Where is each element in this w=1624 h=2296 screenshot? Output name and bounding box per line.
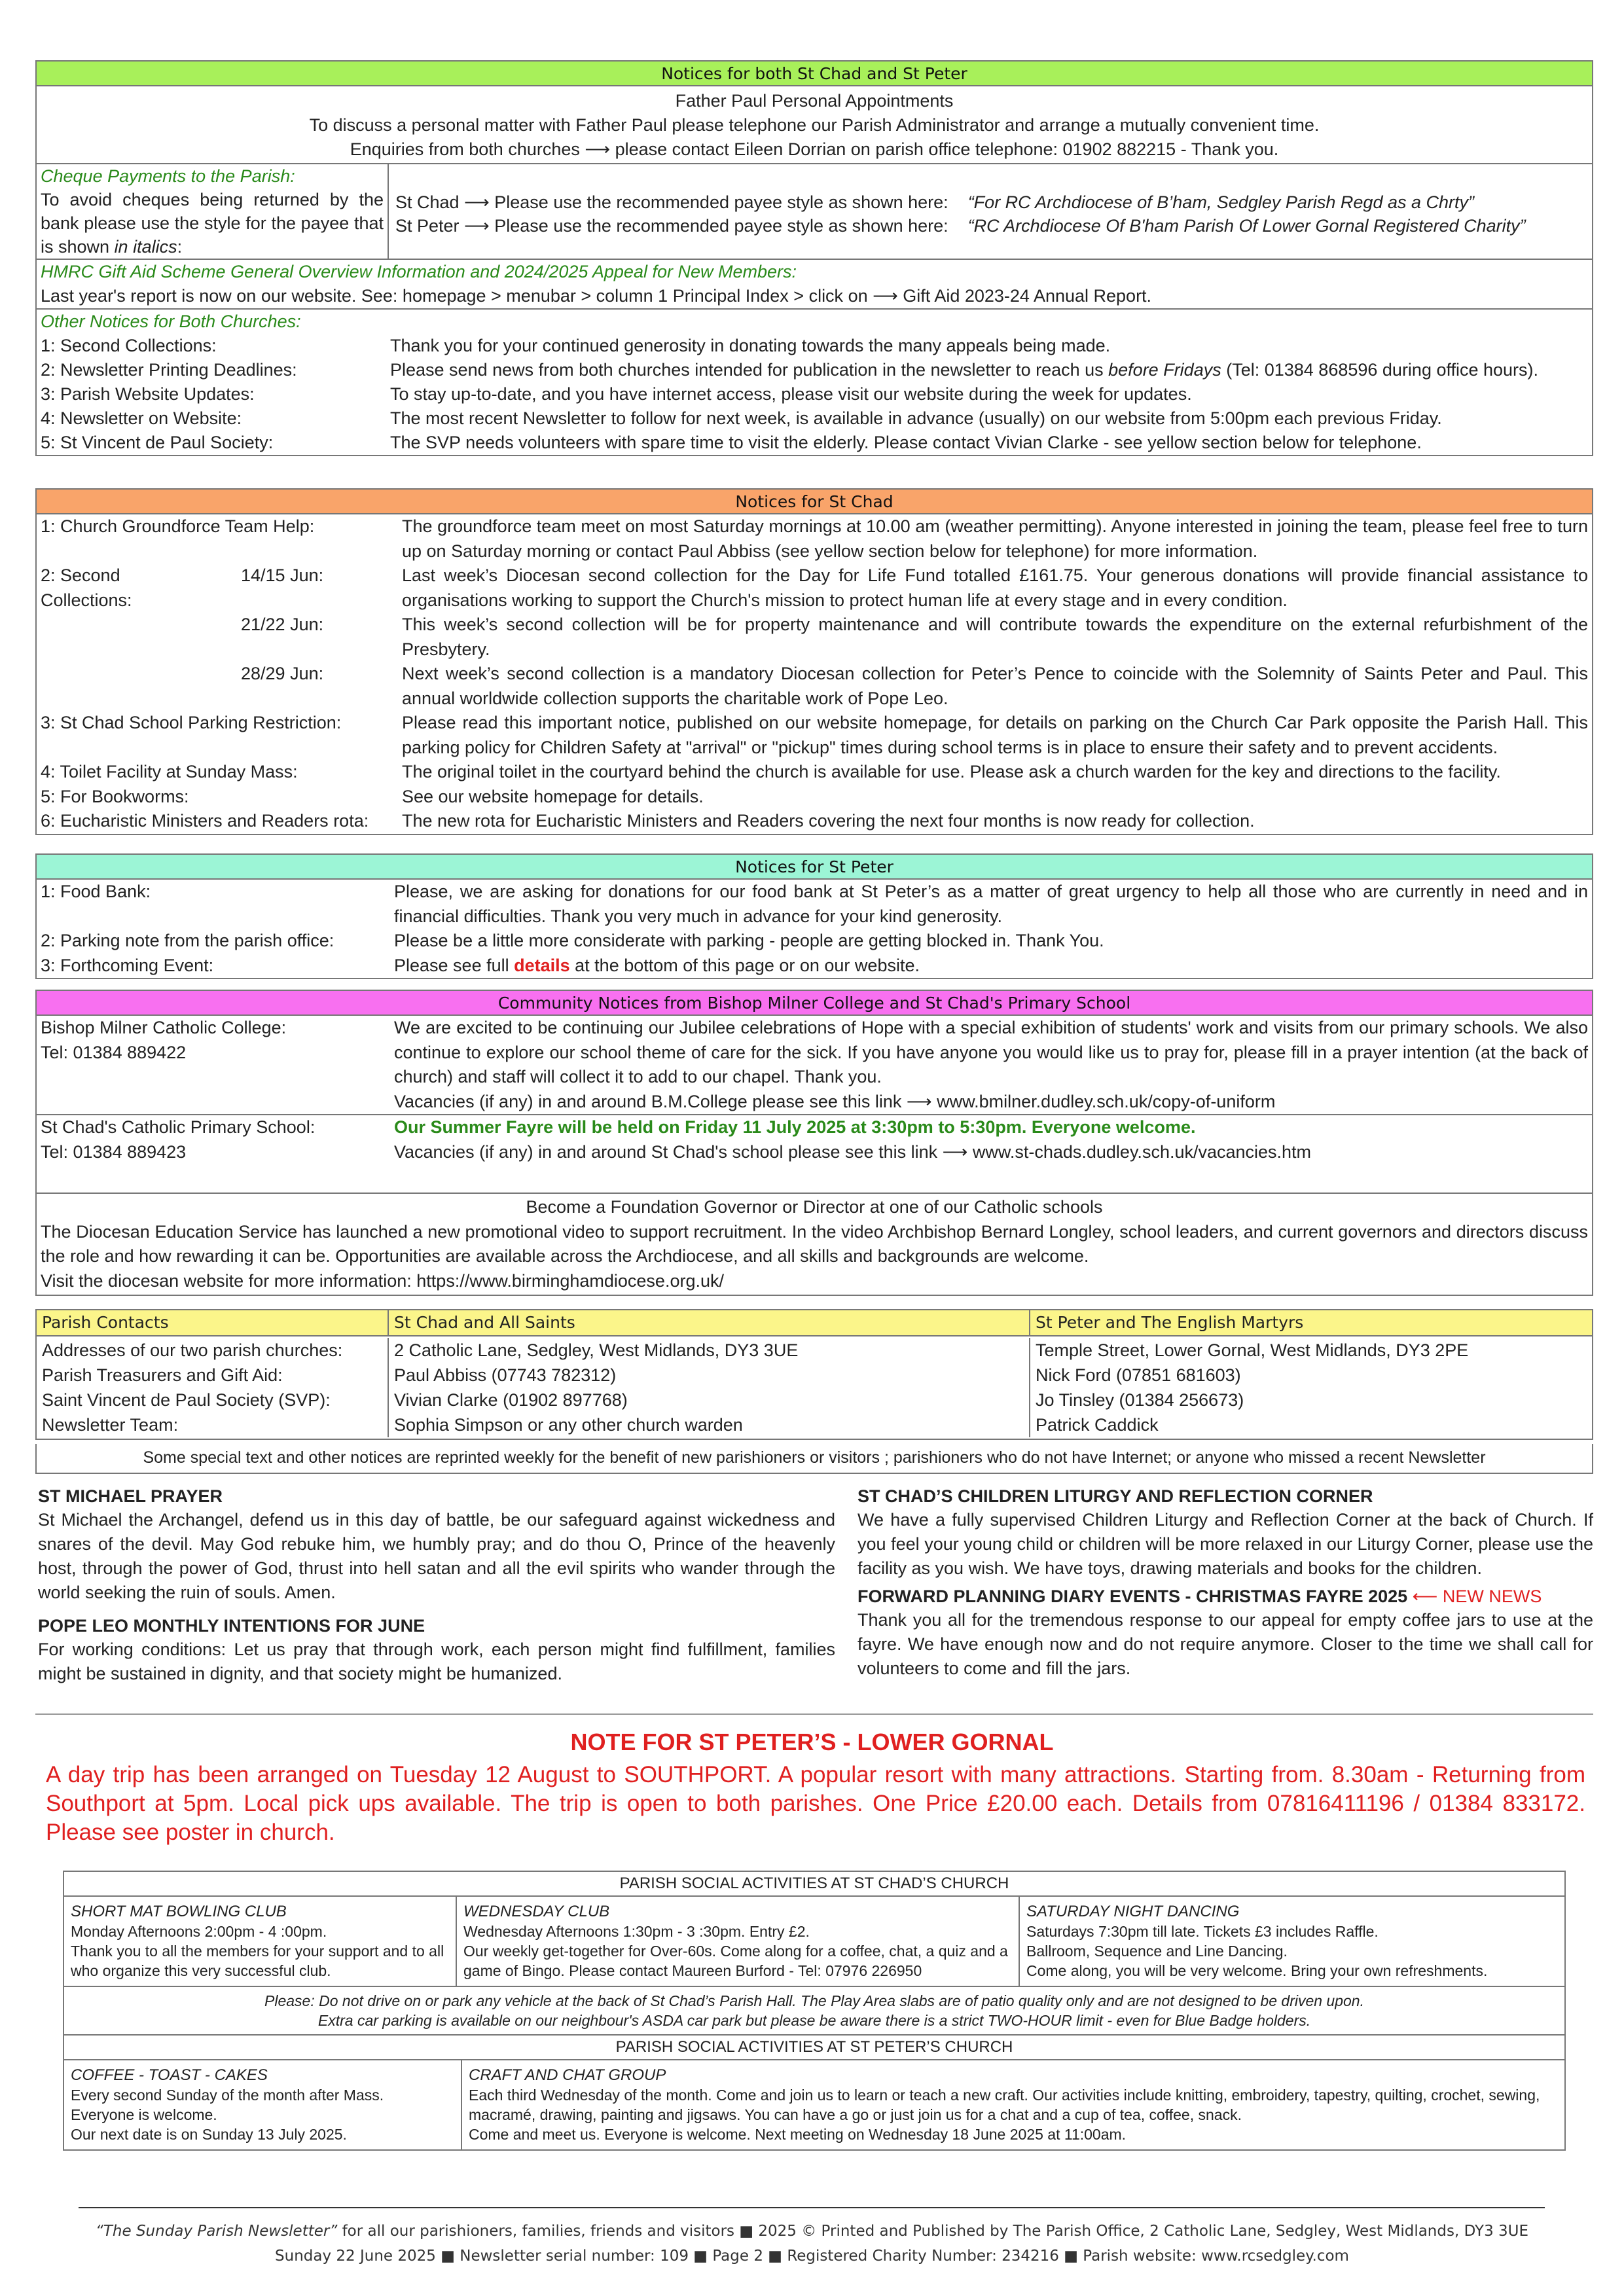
note-title: NOTE FOR ST PETER’S - LOWER GORNAL	[570, 1729, 1054, 1755]
peter-row-parking: 2: Parking note from the parish office: Please be a little more considerate with parking - people are getting blocked in. Thank You.	[41, 931, 1104, 950]
section-header-peter: Notices for St Peter	[37, 853, 1592, 880]
other-notice-row: 2: Newsletter Printing Deadlines: Please send news from both churches intended for publication in the newsletter to reach us before Fridays (Tel: 01384 868596 during office hours).	[41, 360, 1539, 380]
note-text: A day trip has been arranged on Tuesday 12 August to SOUTHPORT. A popular resort with many attractions. Starting from. 8.30am - Returning from Southport at 5pm. Local pick ups available. The trip is open to both parishes. One Price £20.00 each. Details from 07816411196 / 01384 833172. Please see poster in church.	[46, 1762, 1585, 1845]
community-section	[35, 990, 1593, 1296]
chad-row-rota: 6: Eucharistic Ministers and Readers rota: The new rota for Eucharistic Ministers and Readers covering the next four months is now ready for collection.	[41, 811, 1255, 831]
chad-row-toilet: 4: Toilet Facility at Sunday Mass: The original toilet in the courtyard behind the church is available for use. Please ask a church warden for the key and directions to the facility.	[41, 762, 1501, 781]
contacts-peter: Temple Street, Lower Gornal, West Midlands, DY3 2PE Nick Ford (07851 681603) Jo Tinsley (01384 256673) Patrick Caddick	[1036, 1340, 1469, 1435]
summer-fayre: Our Summer Fayre will be held on Friday 11 July 2025 at 3:30pm to 5:30pm. Everyone welcome.	[394, 1117, 1196, 1137]
liturgy-title: ST CHAD’S CHILDREN LITURGY AND REFLECTION CORNER	[857, 1486, 1373, 1506]
social-coffee: COFFEE - TOAST - CAKES Every second Sunday of the month after Mass. Everyone is welcome. Our next date is on Sunday 13 July 2025.	[64, 2060, 462, 2149]
other-notices-list	[41, 334, 1588, 455]
chad-row-parking: 3: St Chad School Parking Restriction: Please read this important notice, published on our website homepage, for details on parking on the Church Car Park opposite the Parish Hall. This parking policy for Children Safety at "arrival" or "pickup" times during school terms is in place to ensure their safety and to prevent accidents.	[41, 713, 1588, 757]
reprint-note: Some special text and other notices are reprinted weekly for the benefit of new parishioners or visitors ; parishioners who do not have Internet; or anyone who missed a recent Newsletter	[35, 1444, 1593, 1474]
contacts-header-peter: St Peter and The English Martyrs	[1036, 1313, 1304, 1332]
details-link[interactable]: details	[514, 955, 570, 975]
pope-text: For working conditions: Let us pray that through work, each person might find fulfillment, families might be sustained in dignity, and that society might be humanized.	[38, 1640, 835, 1683]
other-notice-row: 5: St Vincent de Paul Society: The SVP needs volunteers with spare time to visit the elderly. Please contact Vivian Clarke - see yellow section below for telephone.	[41, 433, 1422, 452]
prayer-text: St Michael the Archangel, defend us in this day of battle, be our safeguard against wickedness and snares of the devil. May God rebuke him, we humbly pray; and do thou O, Prince of the heavenly host, through the power of God, thrust into hell satan and all the evil spirits who wander through the world seeking the ruin of souls. Amen.	[38, 1510, 835, 1602]
fayre-title: FORWARD PLANNING DIARY EVENTS - CHRISTMAS FAYRE 2025 ⟵ NEW NEWS	[857, 1587, 1542, 1606]
notices-peter-section	[35, 853, 1593, 979]
peter-row-foodbank: 1: Food Bank: Please, we are asking for donations for our food bank at St Peter’s as a matter of great urgency to help all those who are currently in need and in financial difficulties. Thank you very much in advance for your kind generosity.	[41, 882, 1588, 926]
social-bowling: SHORT MAT BOWLING CLUB Monday Afternoons 2:00pm - 4 :00pm. Thank you to all the members for your support and to all who organize this very successful club.	[64, 1897, 457, 1986]
section-header-chad: Notices for St Chad	[37, 488, 1592, 514]
articles-left	[38, 1480, 835, 1686]
other-notice-row: 4: Newsletter on Website: The most recent Newsletter to follow for next week, is available in advance (usually) on our website from 5:00pm each previous Friday.	[41, 408, 1442, 428]
divider	[35, 1713, 1593, 1715]
chad-row-collections: 2: Second Collections: 14/15 Jun: Last week’s Diocesan second collection for the Day for Life Fund totalled £161.75. Your generous donations will provide financial assistance to organisations working to support the Church's mission to protect human life at every stage and in every condition. 21/22 Jun: This week’s second collection will be for property maintenance and will contribute towards the expenditure on the external refurbishment of the Presbytery. 28/29 Jun: Next week’s second collection is a mandatory Diocesan collection for Peter’s Pence to coincide with the Solemnity of Saints Peter and Paul. This annual worldwide collection supports the charitable work of Pope Leo.	[41, 565, 1588, 708]
fp-title: Father Paul Personal Appointments	[675, 91, 954, 111]
governor-title: Become a Foundation Governor or Director at one of our Catholic schools	[526, 1197, 1103, 1217]
fayre-text: Thank you all for the tremendous response to our appeal for empty coffee jars to use at the fayre. We have enough now and do not require anymore. Closer to the time we shall call for volunteers to come and fill the jars.	[857, 1610, 1593, 1678]
other-notices-box	[37, 308, 1592, 455]
peter-row-event: 3: Forthcoming Event: Please see full details at the bottom of this page or on our website.	[41, 955, 920, 975]
sc-vacancies-link[interactable]: Vacancies (if any) in and around St Chad's school please see this link ⟶ www.st-chads.dudley.sch.uk/vacancies.htm	[394, 1141, 1312, 1162]
footer-rule	[79, 2207, 1545, 2208]
footer-line1: “The Sunday Parish Newsletter” for all our parishioners, families, friends and visitors ■ 2025 © Printed and Published by The Parish Office, 2 Catholic Lane, Sedgley, West Midlands, DY3 3UE	[95, 2223, 1529, 2240]
hmrc-title: HMRC Gift Aid Scheme General Overview Information and 2024/2025 Appeal for New Members:	[41, 262, 797, 281]
chad-row-groundforce: 1: Church Groundforce Team Help: The groundforce team meet on most Saturday mornings at 10.00 am (weather permitting). Anyone interested in joining the team, please feel free to turn up on Saturday morning or contact Paul Abbiss (see yellow section below for telephone) for more information.	[41, 516, 1588, 561]
notices-both-section	[35, 60, 1593, 456]
notices-chad-section	[35, 488, 1593, 835]
social-dancing: SATURDAY NIGHT DANCING Saturdays 7:30pm till late. Tickets £3 includes Raffle. Ballroom, Sequence and Line Dancing. Come along, you will be very welcome. Bring your own refreshments.	[1026, 1903, 1488, 1979]
bishop-milner-box: Bishop Milner Catholic College: Tel: 01384 889422 We are excited to be continuing our Jubilee celebrations of Hope with a special exhibition of students' work and visits from our primary schools. We also continue to explore our school theme of care for the sick. If you have anyone you would like us to pray for, please fill in a prayer intention (at the back of church) and staff will collect it to add to our chapel. Thank you. Vacancies (if any) in and around B.M.College please see this link ⟶ www.bmilner.dudley.sch.uk/copy-of-uniform	[37, 1016, 1592, 1114]
cheque-title: Cheque Payments to the Parish:	[41, 166, 295, 186]
cheque-text: To avoid cheques being returned by the bank please use the style for the payee that is shown in italics:	[41, 190, 384, 257]
social-chad-header: PARISH SOCIAL ACTIVITIES AT ST CHAD’S CHURCH	[64, 1872, 1564, 1897]
contacts-labels: Addresses of our two parish churches: Parish Treasurers and Gift Aid: Saint Vincent de Paul Society (SVP): Newsletter Team:	[37, 1338, 389, 1437]
peter-payee-row: St Peter ⟶ Please use the recommended payee style as shown here: “RC Archdiocese Of B'ham Parish Of Lower Gornal Registered Charity”	[395, 216, 1526, 236]
governor-box	[37, 1193, 1592, 1295]
other-notice-row: 1: Second Collections: Thank you for your continued generosity in donating towards the many appeals being made.	[41, 336, 1111, 355]
prayer-title: ST MICHAEL PRAYER	[38, 1486, 223, 1506]
parish-contacts-table	[35, 1309, 1593, 1440]
contacts-chad: 2 Catholic Lane, Sedgley, West Midlands, DY3 3UE Paul Abbiss (07743 782312) Vivian Clarke (01902 897768) Sophia Simpson or any other church warden	[389, 1338, 1030, 1437]
fp-line2: Enquiries from both churches ⟶ please contact Eileen Dorrian on parish office telephone: 01902 882215 - Thank you.	[350, 139, 1279, 159]
section-header-community: Community Notices from Bishop Milner College and St Chad's Primary School	[37, 990, 1592, 1016]
articles-right	[857, 1480, 1593, 1681]
section-header-both: Notices for both St Chad and St Peter	[37, 60, 1592, 86]
chad-payee-row: St Chad ⟶ Please use the recommended payee style as shown here: “For RC Archdiocese of B’ham, Sedgley Parish Regd as a Chrty”	[395, 192, 1474, 212]
diocese-link[interactable]: Visit the diocesan website for more information: https://www.birminghamdiocese.org.uk/	[41, 1270, 724, 1291]
st-chads-school-box: St Chad's Catholic Primary School: Tel: 01384 889423 Our Summer Fayre will be held on Friday 11 July 2025 at 3:30pm to 5:30pm. Everyone welcome. Vacancies (if any) in and around St Chad's school please see this link ⟶ www.st-chads.dudley.sch.uk/vacancies.htm	[37, 1114, 1592, 1193]
other-title: Other Notices for Both Churches:	[41, 312, 301, 331]
father-paul-box	[37, 86, 1592, 163]
liturgy-text: We have a fully supervised Children Liturgy and Reflection Corner at the back of Church. If you feel your young child or children will be more relaxed in our Liturgy Corner, please use the facility as you wish. We have toys, drawing materials and books for the children.	[857, 1510, 1593, 1578]
contacts-header-label: Parish Contacts	[37, 1310, 389, 1335]
hmrc-box	[37, 259, 1592, 308]
parking-warning: Please: Do not drive on or park any vehicle at the back of St Chad’s Parish Hall. The Play Area slabs are of patio quality only and are not designed to be driven upon. Extra car parking is available on our neighbour's ASDA car park but please be aware there is a strict TWO-HOUR limit - even for Blue Badge holders.	[64, 1986, 1564, 2036]
social-craft: CRAFT AND CHAT GROUP Each third Wednesday of the month. Come and join us to learn or teach a new craft. Our activities include knitting, embroidery, tapestry, quilting, crochet, sewing, macramé, drawing, painting and jigsaws. You can have a go or just join us for a chat and a cup of tea, coffee, snack. Come and meet us. Everyone is welcome. Next meeting on Wednesday 18 June 2025 at 11:00am.	[469, 2066, 1540, 2143]
social-wednesday-club: WEDNESDAY CLUB Wednesday Afternoons 1:30pm - 3 :30pm. Entry £2. Our weekly get-together for Over-60s. Come along for a coffee, chat, a quiz and a game of Bingo. Please contact Maureen Burford - Tel: 07976 226950	[457, 1897, 1020, 1986]
bm-vacancies-link[interactable]: Vacancies (if any) in and around B.M.College please see this link ⟶ www.bmilner.dudley.sch.uk/copy-of-uniform	[394, 1091, 1276, 1111]
governor-text: The Diocesan Education Service has launched a new promotional video to support recruitment. In the video Archbishop Bernard Longley, school leaders, and current governors and directors discuss the role and how rewarding it can be. Opportunities are available across the Archdiocese, and all skills and backgrounds are welcome.	[41, 1221, 1588, 1266]
contacts-header-chad: St Chad and All Saints	[389, 1310, 1030, 1335]
other-notice-row: 3: Parish Website Updates: To stay up-to-date, and you have internet access, please visit our website during the week for updates.	[41, 384, 1192, 404]
fp-line1: To discuss a personal matter with Father Paul please telephone our Parish Administrator and arrange a mutually convenient time.	[309, 115, 1320, 135]
new-news-badge: ⟵ NEW NEWS	[1407, 1587, 1542, 1606]
pope-title: POPE LEO MONTHLY INTENTIONS FOR JUNE	[38, 1616, 425, 1636]
social-peter-header: PARISH SOCIAL ACTIVITIES AT ST PETER’S CHURCH	[64, 2036, 1564, 2060]
cheque-box	[37, 163, 1592, 259]
chad-row-bookworms: 5: For Bookworms: See our website homepage for details.	[41, 786, 704, 806]
footer-line2: Sunday 22 June 2025 ■ Newsletter serial number: 109 ■ Page 2 ■ Registered Charity Number: 234216 ■ Parish website: www.rcsedgley.com	[275, 2248, 1349, 2265]
hmrc-text: Last year's report is now on our website. See: homepage > menubar > column 1 Principal Index > click on ⟶ Gift Aid 2023-24 Annual Report.	[41, 286, 1152, 306]
social-chad-table	[63, 1871, 1566, 2151]
